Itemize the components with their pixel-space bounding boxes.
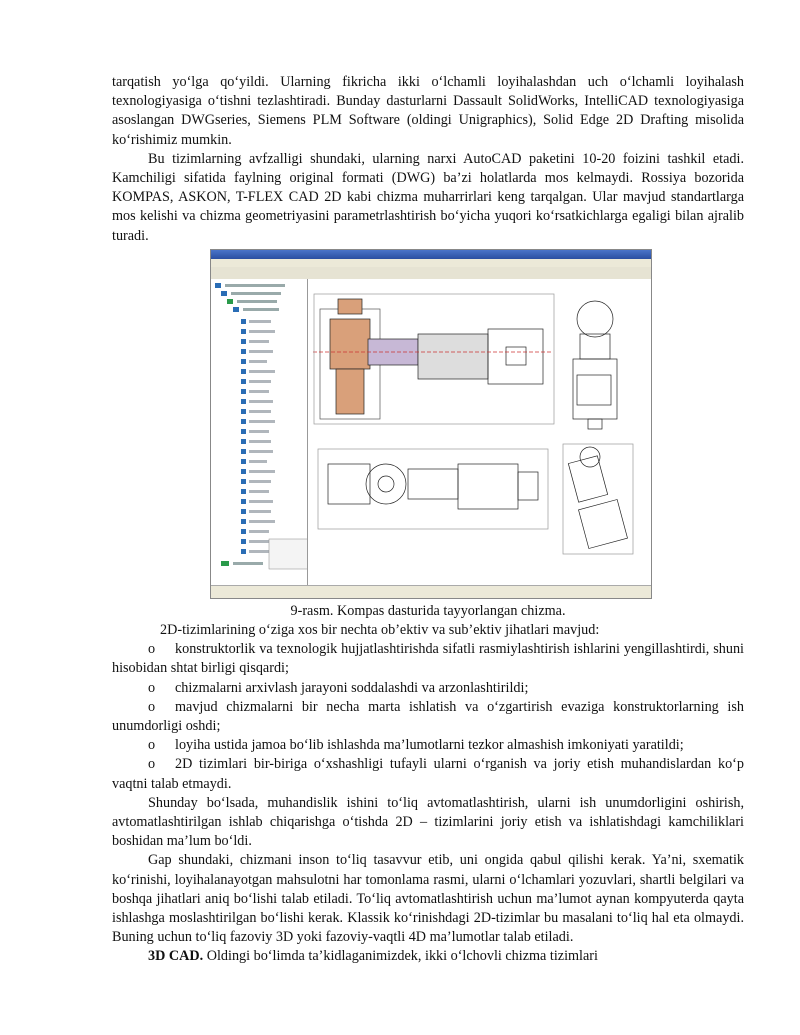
bullet-item bbox=[112, 640, 744, 678]
window-statusbar bbox=[211, 585, 651, 598]
document-page bbox=[112, 73, 744, 967]
bullet-marker: o bbox=[148, 737, 156, 754]
tree-items-graphic bbox=[211, 279, 307, 574]
paragraph-2: Bu tizimlarning avfzalligi shundaki, ularning narxi AutoCAD paketini 10-20 foizini tashkil etadi. Kamchiligi sifatida faylning original formati (DWG) ba’zi holatlarda mos kelmaydi. Rossiya bozorida KOMPAS, ASKON, T-FLEX CAD 2D kabi chizma muharrirlari keng tarqalgan. Ular mavjud standartlarga mos kelishi va chizma geometriyasini parametrlashtirish bo‘yicha yuqori ko‘rsatkichlarga egaligi bilan ajralib turadi. bbox=[112, 150, 744, 244]
section-heading-3d-cad: 3D CAD. bbox=[148, 948, 204, 965]
bullet-marker: o bbox=[148, 641, 156, 658]
bullet-item bbox=[112, 736, 744, 755]
bullet-item bbox=[112, 698, 744, 736]
drawing-canvas bbox=[308, 279, 651, 586]
model-tree-panel bbox=[211, 279, 308, 586]
bullet-item bbox=[112, 679, 744, 698]
paragraph-1: tarqatish yo‘lga qo‘yildi. Ularning fikricha ikki o‘lchamli loyihalashdan uch o‘lchamli loyihalash texnologiyasiga o‘tishni tezlashtiradi. Bunday dasturlarni Dassault SolidWorks, IntelliCAD texnologiyasiga asoslangan DWGseries, Siemens PLM Software (oldingi Unigraphics), Solid Edge 2D Drafting misolida ko‘rishimiz mumkin. bbox=[112, 74, 744, 148]
bullet-text: konstruktorlik va texnologik hujjatlashtirishda sifatli rasmiylashtirish ishlarini yengillashtirdi, shuni hisobidan shtat birligi qisqardi; bbox=[112, 641, 744, 677]
figure-caption: 9-rasm. Kompas dasturida tayyorlangan chizma. bbox=[290, 602, 566, 619]
technical-drawing-graphic bbox=[308, 279, 650, 574]
window-titlebar bbox=[211, 250, 651, 259]
paragraph-4: Shunday bo‘lsada, muhandislik ishini to‘liq avtomatlashtirish, ularni ish unumdorligini oshirish, avtomatlashtirilgan ishlab chiqarishga o‘tishda 2D – tizimlarini joriy etish va ishlatishdagi kamchiliklari boshidan ma’lum bo‘ldi. bbox=[112, 794, 744, 850]
bullet-text: loyiha ustida jamoa bo‘lib ishlashda ma’lumotlarni tezkor almashish imkoniyati yaratildi; bbox=[175, 737, 684, 754]
paragraph-3: 2D-tizimlarining o‘ziga xos bir nechta ob’ektiv va sub’ektiv jihatlari mavjud: bbox=[160, 622, 600, 639]
kompas-screenshot-figure bbox=[210, 249, 652, 599]
bullet-item bbox=[112, 755, 744, 793]
bullet-marker: o bbox=[148, 698, 156, 715]
bullet-marker: o bbox=[148, 679, 156, 696]
paragraph-5: Gap shundaki, chizmani inson to‘liq tasavvur etib, uni ongida qabul qilishi kerak. Ya’ni, sxematik ko‘rinishi, loyihalanayotgan mahsulotni har tomonlama rasmi, ularni o‘lchamlari yozuvlari, shartli belgilari va boshqa jihatlari aniq bo‘lishi talab etiladi. To‘liq avtomatlashtirish uchun ma’lumot aynan kompyuterda qayta ishlashga moslashtirilgan bo‘lishi kerak. Klassik ko‘rinishdagi 2D-tizimlar bu masalani to‘liq hal eta olmaydi. Buning uchun to‘liq fazoviy 3D yoki fazoviy-vaqtli 4D ma’lumotlar talab etiladi. bbox=[112, 852, 744, 946]
paragraph-6 bbox=[112, 947, 744, 966]
bullet-list bbox=[112, 640, 744, 794]
bullet-marker: o bbox=[148, 756, 156, 773]
bullet-text: mavjud chizmalarni bir necha marta ishlatish va o‘zgartirish evaziga konstruktorlarning ish unumdorligi oshdi; bbox=[112, 698, 744, 735]
bullet-text: chizmalarni arxivlash jarayoni soddalashdi va arzonlashtirildi; bbox=[175, 679, 529, 696]
paragraph-6-text: Oldingi bo‘limda ta’kidlaganimizdek, ikki o‘lchovli chizma tizimlari bbox=[203, 948, 598, 965]
bullet-text: 2D tizimlari bir-biriga o‘xshashligi tufayli ularni o‘rganish va joriy etish muhandislardan ko‘p vaqtni talab etmaydi. bbox=[112, 756, 744, 792]
